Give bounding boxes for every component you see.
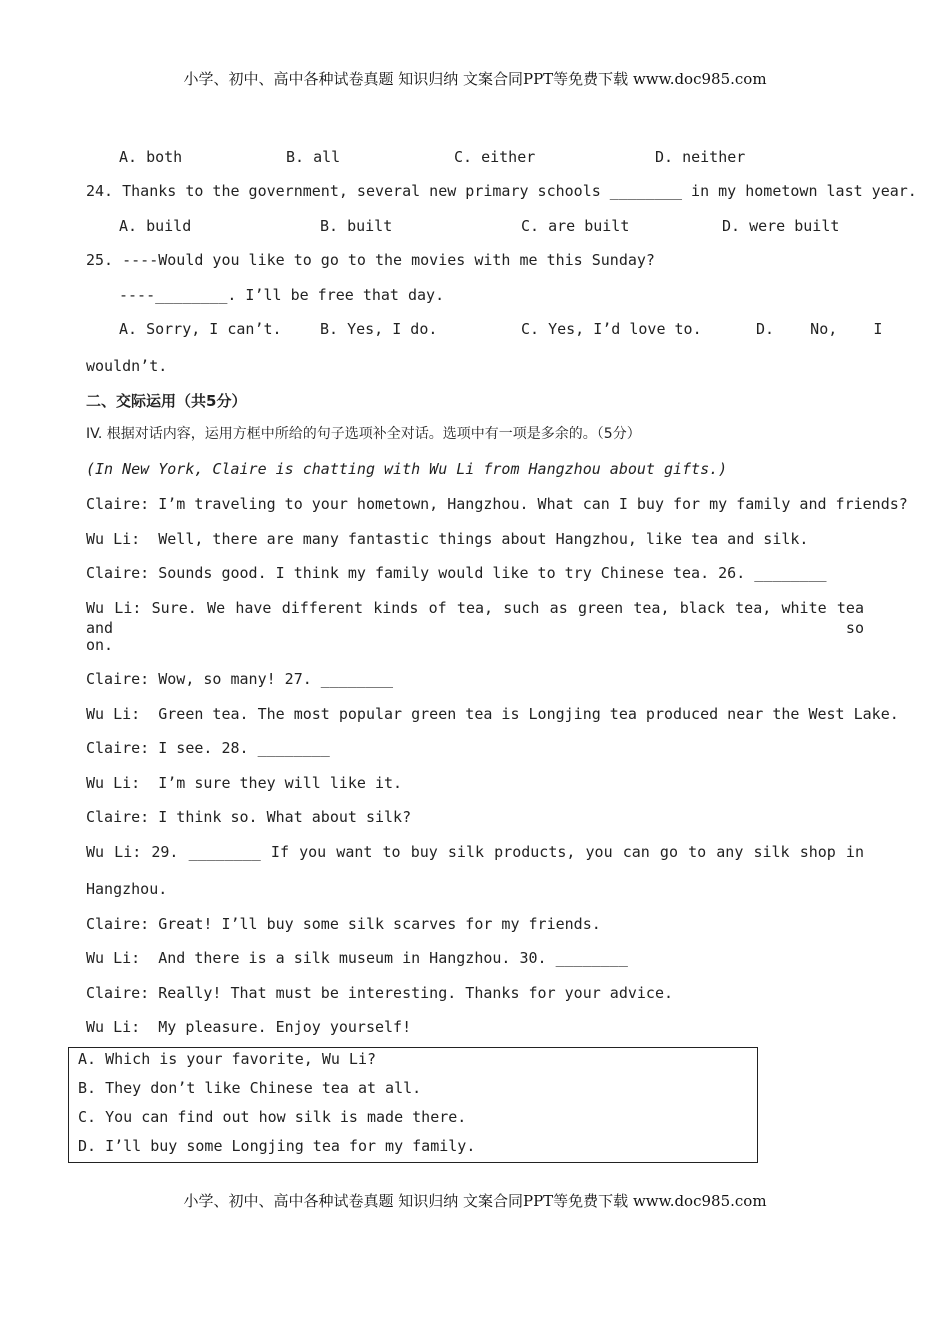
option-d: D. neither xyxy=(655,148,746,166)
option-b: B. Yes, I do. xyxy=(320,320,438,338)
option-b: B. built xyxy=(320,217,393,235)
dialogue-line: Claire: Sounds good. I think my family would like to try Chinese tea. 26. ________ xyxy=(86,564,827,582)
dialogue-line: Hangzhou. xyxy=(86,880,168,898)
dialogue-line: Wu Li: And there is a silk museum in Hangzhou. 30. ________ xyxy=(86,949,628,967)
dialogue-line: Claire: Great! I’ll buy some silk scarves for my friends. xyxy=(86,915,601,933)
choice-b: B. They don’t like Chinese tea at all. xyxy=(78,1079,422,1097)
choice-a: A. Which is your favorite, Wu Li? xyxy=(78,1050,377,1068)
dialogue-line: Claire: Wow, so many! 27. ________ xyxy=(86,670,394,688)
option-c: C. are built xyxy=(521,217,630,235)
option-c: C. either xyxy=(454,148,536,166)
dialogue-line: Wu Li: I’m sure they will like it. xyxy=(86,774,403,792)
option-d: D. No, I xyxy=(756,320,883,338)
option-a: A. Sorry, I can’t. xyxy=(119,320,282,338)
dialogue-line: on. xyxy=(86,636,114,654)
q25-wrap: wouldn’t. xyxy=(86,357,168,375)
dialogue-line: Claire: I’m traveling to your hometown, Hangzhou. What can I buy for my family and friends? xyxy=(86,495,908,513)
q25-reply: ----________. I’ll be free that day. xyxy=(119,286,445,304)
option-a: A. both xyxy=(119,148,183,166)
dialogue-context: (In New York, Claire is chatting with Wu Li from Hangzhou about gifts.) xyxy=(86,460,728,478)
dialogue-line: Wu Li: Sure. We have different kinds of tea, such as green tea, black tea, white tea and so xyxy=(86,599,864,637)
dialogue-line: Claire: I see. 28. ________ xyxy=(86,739,330,757)
option-c: C. Yes, I’d love to. xyxy=(521,320,702,338)
dialogue-line: Claire: I think so. What about silk? xyxy=(86,808,412,826)
choice-c: C. You can find out how silk is made there. xyxy=(78,1108,467,1126)
option-d: D. were built xyxy=(722,217,840,235)
q25-stem: 25. ----Would you like to go to the movies with me this Sunday? xyxy=(86,251,655,269)
choice-d: D. I’ll buy some Longjing tea for my family. xyxy=(78,1137,476,1155)
page-header: 小学、初中、高中各种试卷真题 知识归纳 文案合同PPT等免费下载 www.doc985.com xyxy=(183,70,767,88)
dialogue-line: Wu Li: Green tea. The most popular green tea is Longjing tea produced near the West Lake. xyxy=(86,705,899,723)
dialogue-line: Wu Li: 29. ________ If you want to buy silk products, you can go to any silk shop in xyxy=(86,843,864,861)
section-instruction: IV. 根据对话内容，运用方框中所给的句子选项补全对话。选项中有一项是多余的。（5分） xyxy=(86,426,641,442)
q24-stem: 24. Thanks to the government, several new primary schools ________ in my hometown last year. xyxy=(86,182,917,200)
dialogue-line: Wu Li: My pleasure. Enjoy yourself! xyxy=(86,1018,412,1036)
option-b: B. all xyxy=(286,148,341,166)
page-footer: 小学、初中、高中各种试卷真题 知识归纳 文案合同PPT等免费下载 www.doc985.com xyxy=(183,1192,767,1210)
dialogue-line: Claire: Really! That must be interesting. Thanks for your advice. xyxy=(86,984,673,1002)
dialogue-line: Wu Li: Well, there are many fantastic things about Hangzhou, like tea and silk. xyxy=(86,530,809,548)
choices-box xyxy=(68,1047,758,1163)
option-a: A. build xyxy=(119,217,192,235)
section-title: 二、交际运用（共5分） xyxy=(86,392,247,410)
